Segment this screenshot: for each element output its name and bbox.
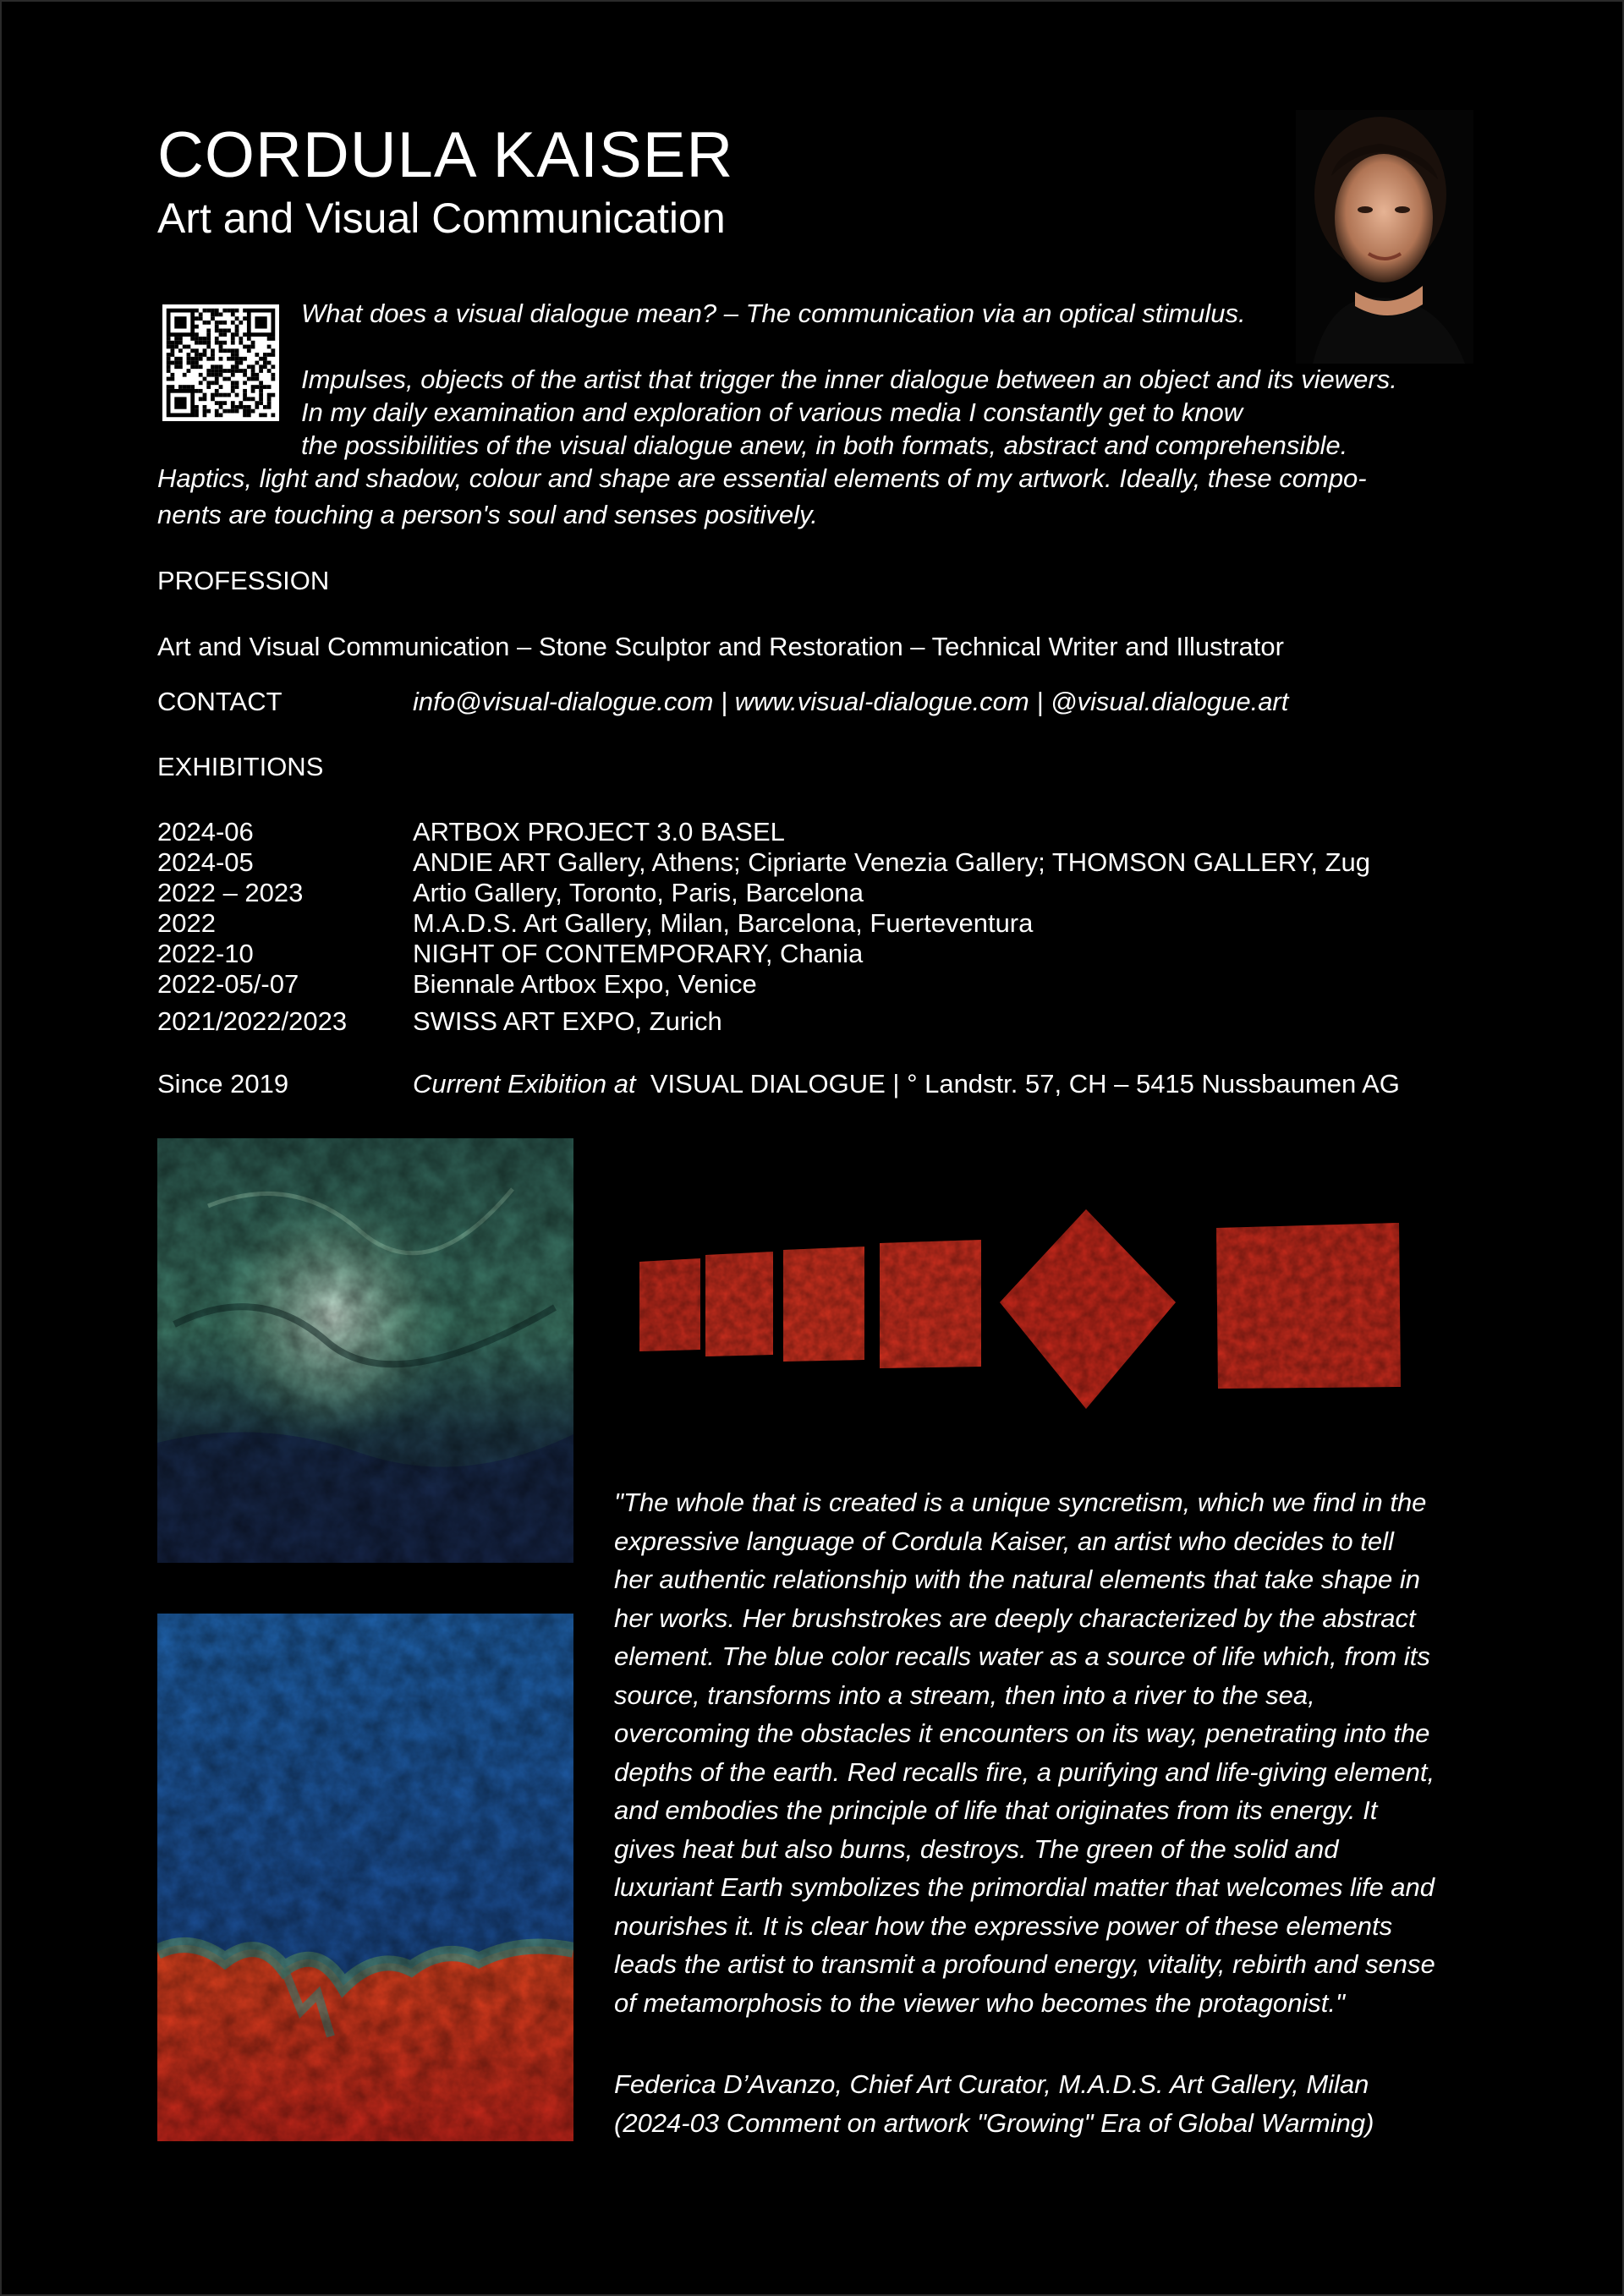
quote-credit: [614, 2065, 1374, 2143]
credit-line: Federica D’Avanzo, Chief Art Curator, M.A.D.S. Art Gallery, Milan: [614, 2069, 1369, 2099]
artist-subtitle: Art and Visual Communication: [157, 195, 726, 242]
curator-quote: [614, 1483, 1485, 2022]
exhibition-date: 2022: [157, 908, 216, 938]
exhibition-date: 2021/2022/2023: [157, 1006, 348, 1036]
exhibition-date: 2022-05/-07: [157, 969, 299, 999]
quote-line: her works. Her brushstrokes are deeply characterized by the abstract: [614, 1603, 1416, 1633]
quote-line: element. The blue color recalls water as a source of life which, from its: [614, 1641, 1430, 1671]
intro-question: What does a visual dialogue mean? – The communication via an optical stimulus.: [301, 299, 1246, 328]
red-canvas-1: [639, 1258, 700, 1351]
contact-heading: CONTACT: [157, 687, 283, 716]
current-exhibition-place: VISUAL DIALOGUE | ° Landstr. 57, CH – 5415 Nussbaumen AG: [650, 1069, 1400, 1099]
profession-heading: PROFESSION: [157, 566, 330, 595]
exhibition-date: 2022-10: [157, 939, 254, 968]
exhibition-event: Artio Gallery, Toronto, Paris, Barcelona: [413, 878, 864, 907]
intro-line: Impulses, objects of the artist that trigger the inner dialogue between an object and its viewers.: [301, 364, 1397, 394]
profession-text: Art and Visual Communication – Stone Sculptor and Restoration – Technical Writer and Illustrator: [157, 632, 1284, 661]
exhibition-event: NIGHT OF CONTEMPORARY, Chania: [413, 939, 864, 968]
current-exhibition-date: Since 2019: [157, 1069, 289, 1099]
qr-code[interactable]: [162, 304, 279, 421]
quote-line: and embodies the principle of life that originates from its energy. It: [614, 1795, 1378, 1825]
exhibition-event: SWISS ART EXPO, Zurich: [413, 1006, 722, 1036]
exhibitions-heading: EXHIBITIONS: [157, 752, 324, 781]
artist-name: CORDULA KAISER: [157, 119, 734, 191]
quote-line: overcoming the obstacles it encounters on its way, penetrating into the: [614, 1718, 1430, 1748]
quote-line: leads the artist to transmit a profound energy, vitality, rebirth and sense: [614, 1949, 1435, 1979]
exhibition-date: 2022 – 2023: [157, 878, 304, 907]
intro-line: In my daily examination and exploration of various media I constantly get to know: [301, 397, 1243, 427]
quote-line: her authentic relationship with the natural elements that take shape in: [614, 1564, 1420, 1594]
exhibition-date: 2024-06: [157, 817, 254, 847]
artist-portrait: [1296, 110, 1473, 364]
exhibition-event: Biennale Artbox Expo, Venice: [413, 969, 757, 999]
contact-links[interactable]: info@visual-dialogue.com | www.visual-dialogue.com | @visual.dialogue.art: [413, 687, 1289, 716]
quote-line: depths of the earth. Red recalls fire, a purifying and life-giving element,: [614, 1756, 1435, 1787]
red-canvas-4: [880, 1240, 981, 1368]
quote-line: luxuriant Earth symbolizes the primordial matter that welcomes life and: [614, 1872, 1435, 1902]
quote-line: source, transforms into a stream, then into a river to the sea,: [614, 1680, 1315, 1710]
red-canvas-large: [1216, 1223, 1401, 1389]
exhibition-event: M.A.D.S. Art Gallery, Milan, Barcelona, Fuerteventura: [413, 908, 1034, 938]
intro-line: Haptics, light and shadow, colour and shape are essential elements of my artwork. Ideally, these compo-: [157, 463, 1367, 493]
quote-line: expressive language of Cordula Kaiser, an artist who decides to tell: [614, 1526, 1394, 1556]
current-exhibition-prefix: Current Exibition at: [413, 1069, 636, 1099]
blue-red-abstract-painting: [157, 1614, 573, 2141]
current-exhibition-details: [413, 1069, 1400, 1099]
green-abstract-painting: [157, 1138, 573, 1563]
quote-line: gives heat but also burns, destroys. The green of the solid and: [614, 1833, 1339, 1864]
intro-line: nents are touching a person's soul and senses positively.: [157, 500, 818, 529]
red-canvas-3: [783, 1247, 864, 1362]
exhibition-event: ARTBOX PROJECT 3.0 BASEL: [413, 817, 785, 847]
exhibition-date: 2024-05: [157, 847, 254, 877]
quote-line: "The whole that is created is a unique syncretism, which we find in the: [614, 1488, 1427, 1517]
exhibition-event: ANDIE ART Gallery, Athens; Cipriarte Venezia Gallery; THOMSON GALLERY, Zug: [413, 847, 1370, 877]
quote-line: of metamorphosis to the viewer who becomes the protagonist.": [614, 1987, 1345, 2018]
credit-line: (2024-03 Comment on artwork "Growing" Era of Global Warming): [614, 2108, 1374, 2138]
red-canvas-2: [705, 1252, 773, 1356]
intro-line: the possibilities of the visual dialogue anew, in both formats, abstract and comprehensible.: [301, 430, 1348, 460]
red-canvas-diamond: [1000, 1209, 1176, 1409]
red-square-canvases-series: [634, 1203, 1406, 1414]
quote-line: nourishes it. It is clear how the expressive power of these elements: [614, 1910, 1393, 1941]
